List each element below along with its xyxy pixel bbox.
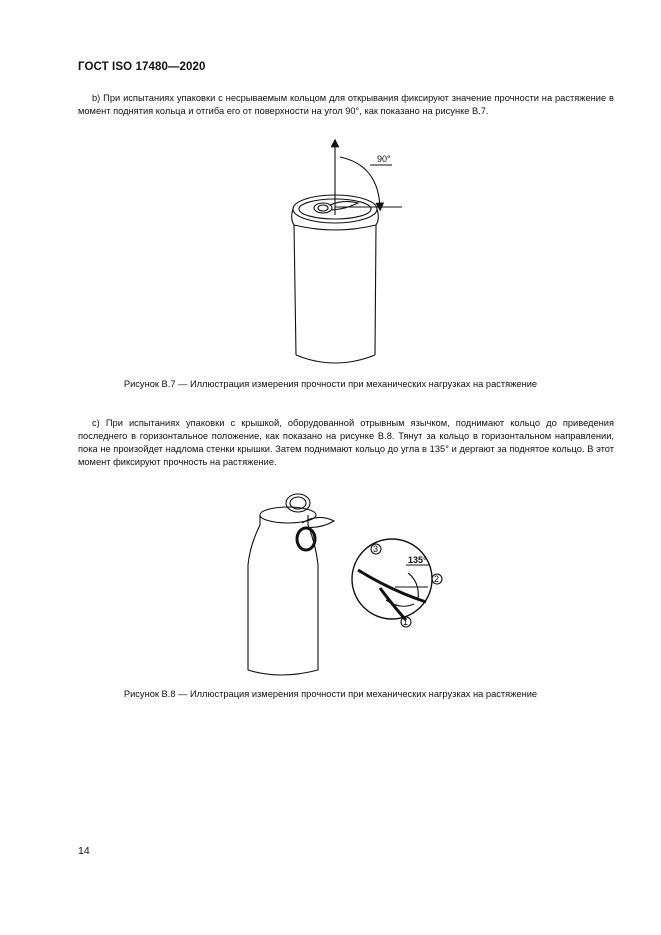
paragraph-c: с) При испытаниях упаковки с крышкой, оборудованной отрывным язычком, поднимают кольцо до приведения последнего в горизонтальное положение, как показано на рисунке В.8. Тянут за кольцо в горизонтальном направлении, пока не произойдет надлома стенки крышки. Затем поднимают кольцо до угла в 135° и дергают за поднятое кольцо. В этот момент фиксируют прочность на растяжение. bbox=[78, 418, 614, 467]
figure-b8-detail-illustration bbox=[350, 530, 560, 700]
angle-label-90: 90° bbox=[377, 154, 391, 164]
marker-1: 1 bbox=[403, 617, 409, 627]
marker-2: 2 bbox=[434, 574, 440, 584]
document-header: ГОСТ ISO 17480—2020 bbox=[78, 61, 206, 73]
figure-b7-can-illustration bbox=[280, 135, 420, 375]
page-number: 14 bbox=[78, 845, 90, 857]
figure-b8-caption: Рисунок В.8 — Иллюстрация измерения прочности при механических нагрузках на растяжение bbox=[123, 689, 538, 699]
paragraph-b: b) При испытаниях упаковки с несрываемым кольцом для открывания фиксируют значение прочности на растяжение в момент поднятия кольца и отгиба его от поверхности на угол 90°, как показано на рисунке В.7. bbox=[78, 93, 614, 116]
angle-label-135: 135° bbox=[408, 555, 427, 565]
figure-b7-caption: Рисунок В.7 — Иллюстрация измерения прочности при механических нагрузках на растяжение bbox=[123, 379, 538, 389]
marker-3: 3 bbox=[373, 544, 379, 554]
